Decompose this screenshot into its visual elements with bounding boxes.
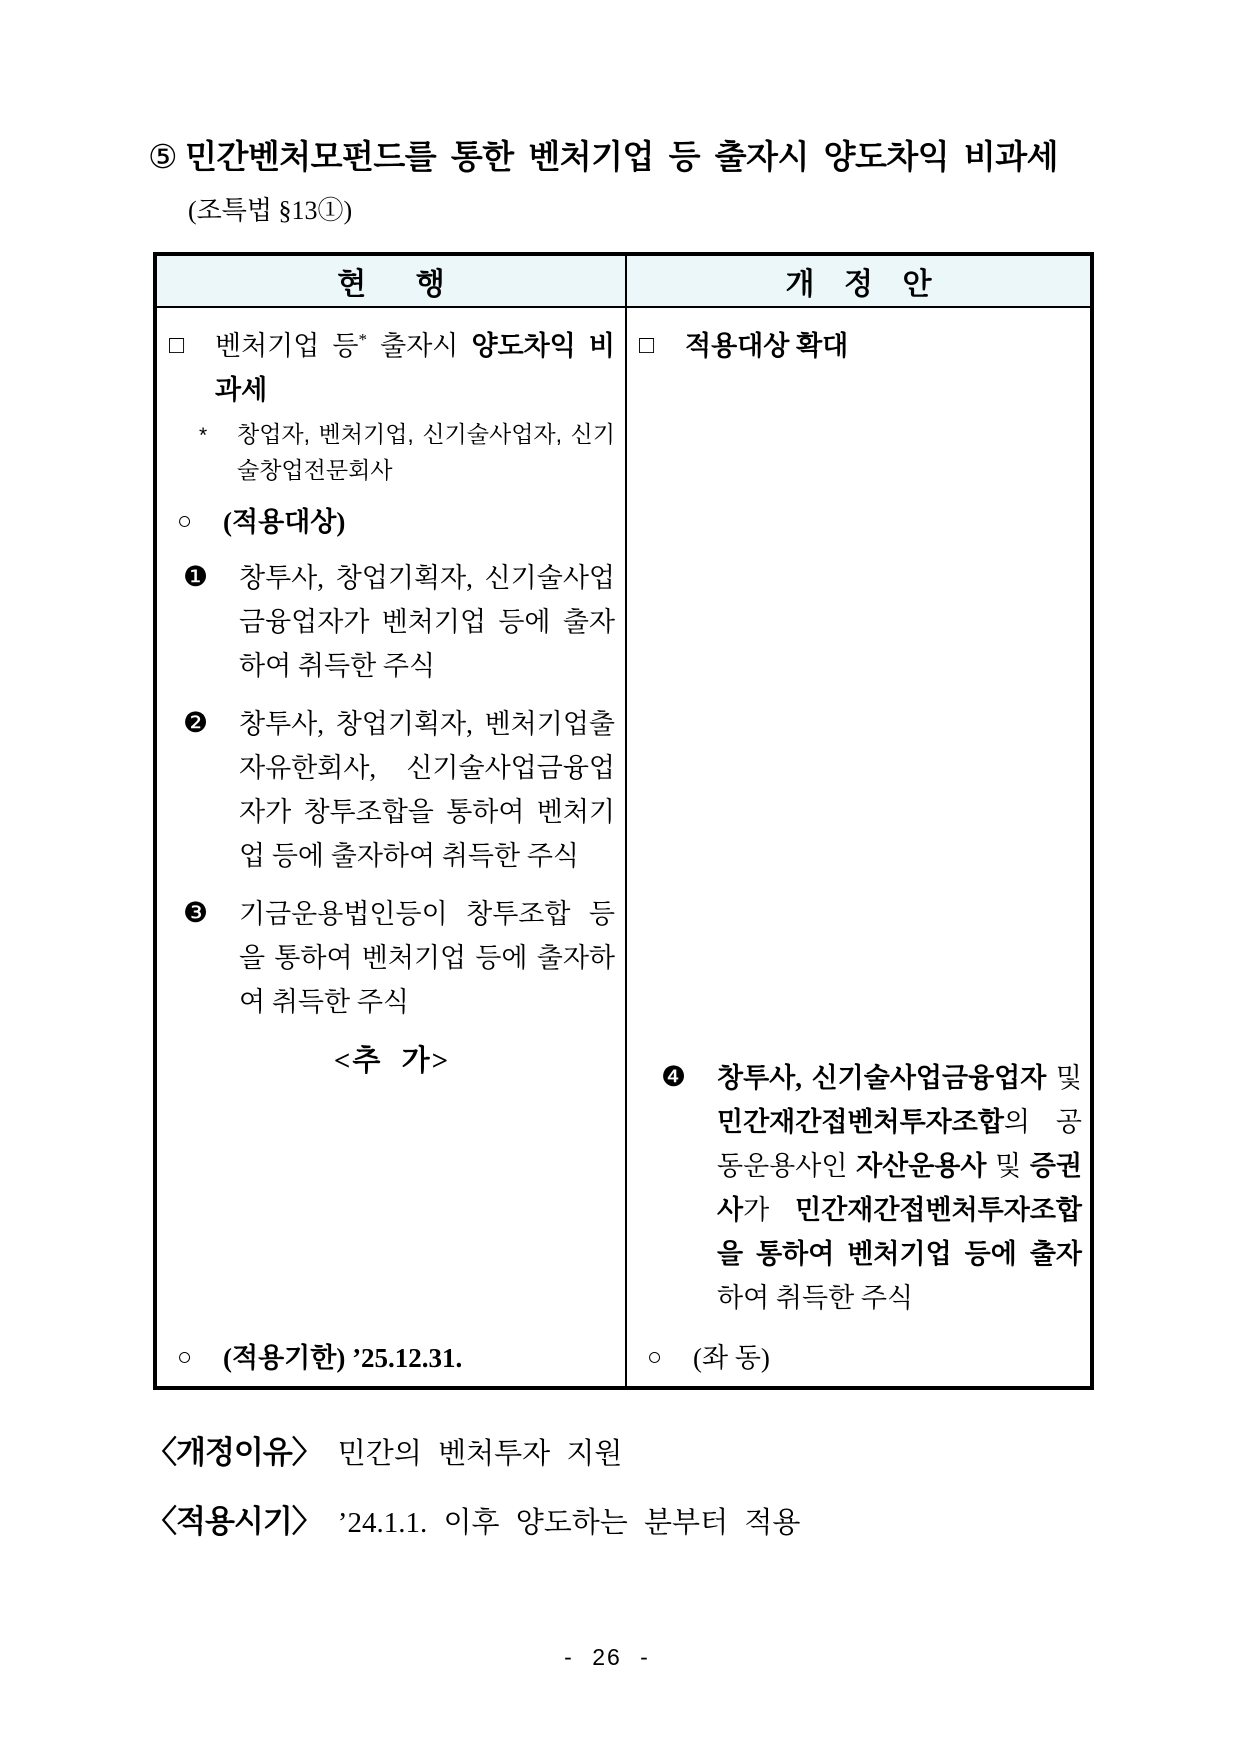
circle-bullet-icon: ○ [177, 508, 193, 535]
revised-item-4 [661, 1056, 1082, 1320]
footnote-text: 창업자, 벤처기업, 신기술사업자, 신기술창업전문회사 [237, 421, 615, 483]
added-placeholder: <추 가> [333, 1045, 451, 1077]
numbered-circle-1-icon: ❶ [183, 562, 209, 593]
title-text: 민간벤처모펀드를 통한 벤처기업 등 출자시 양도차익 비과세 [185, 140, 1059, 176]
current-deadline-line [169, 1336, 615, 1380]
comparison-table [153, 252, 1094, 1390]
circle-bullet-icon: ○ [647, 1344, 663, 1371]
current-item-2 [169, 702, 615, 878]
revised-same-line [639, 1336, 1080, 1380]
column-revised [627, 308, 1090, 1386]
revised-item-4-text: 창투사, 신기술사업금융업자 및 민간재간접벤처투자조합의 공동운용사인 자산운용사 및 증권사가 민간재간접벤처투자조합을 통하여 벤처기업 등에 출자하여 취득한 주식 [717, 1063, 1083, 1313]
application-timing-label: 〈적용시기〉 [146, 1504, 322, 1539]
footnote [199, 416, 615, 488]
application-timing-row [146, 1496, 800, 1541]
header-revised: 개 정 안 [785, 268, 932, 301]
current-paragraph-1 [169, 324, 615, 412]
current-item-1-text: 창투사, 창업기획자, 신기술사업금융업자가 벤처기업 등에 출자하여 취득한 주식 [239, 563, 615, 681]
header-current: 현 행 [157, 256, 627, 306]
current-deadline-text: (적용기한) ’25.12.31. [223, 1343, 463, 1373]
square-bullet-icon: □ [169, 332, 185, 359]
current-scope-line [169, 500, 615, 544]
amendment-reason-row [146, 1427, 622, 1472]
numbered-circle-4-icon: ❹ [661, 1062, 687, 1093]
footnote-asterisk: * [199, 424, 208, 447]
column-current [157, 308, 627, 1386]
table-body [157, 308, 1090, 1386]
current-scope-label: (적용대상) [223, 507, 346, 537]
amendment-reason-text: 민간의 벤처투자 지원 [337, 1438, 623, 1470]
current-item-3-text: 기금운용법인등이 창투조합 등을 통하여 벤처기업 등에 출자하여 취득한 주식 [239, 899, 615, 1017]
footnote-ref-asterisk: * [358, 330, 368, 349]
table-header-row [157, 256, 1090, 308]
page-number: - 26 - [564, 1644, 650, 1670]
current-paragraph-1-text: 벤처기업 등* 출자시 양도차익 비과세 [215, 330, 615, 405]
circle-bullet-icon: ○ [177, 1344, 193, 1371]
revised-paragraph-1-text: 적용대상 확대 [685, 331, 849, 361]
numbered-circle-2-icon: ❷ [183, 708, 209, 739]
application-timing-text: ’24.1.1. 이후 양도하는 분부터 적용 [337, 1507, 801, 1539]
square-bullet-icon: □ [639, 332, 655, 359]
current-item-1 [169, 556, 615, 688]
current-item-2-text: 창투사, 창업기획자, 벤처기업출자유한회사, 신기술사업금융업자가 창투조합을 통하여 벤처기업 등에 출자하여 취득한 주식 [239, 709, 615, 871]
numbered-circle-3-icon: ❸ [183, 898, 209, 929]
amendment-reason-label: 〈개정이유〉 [146, 1435, 322, 1470]
page-subtitle: (조특법 §13①) [188, 196, 353, 225]
page-title [148, 131, 1108, 178]
current-item-3 [169, 892, 615, 1024]
revised-same-text: (좌 동) [693, 1343, 770, 1373]
revised-paragraph-1 [639, 324, 1080, 368]
title-number-marker: ⑤ [148, 140, 178, 176]
